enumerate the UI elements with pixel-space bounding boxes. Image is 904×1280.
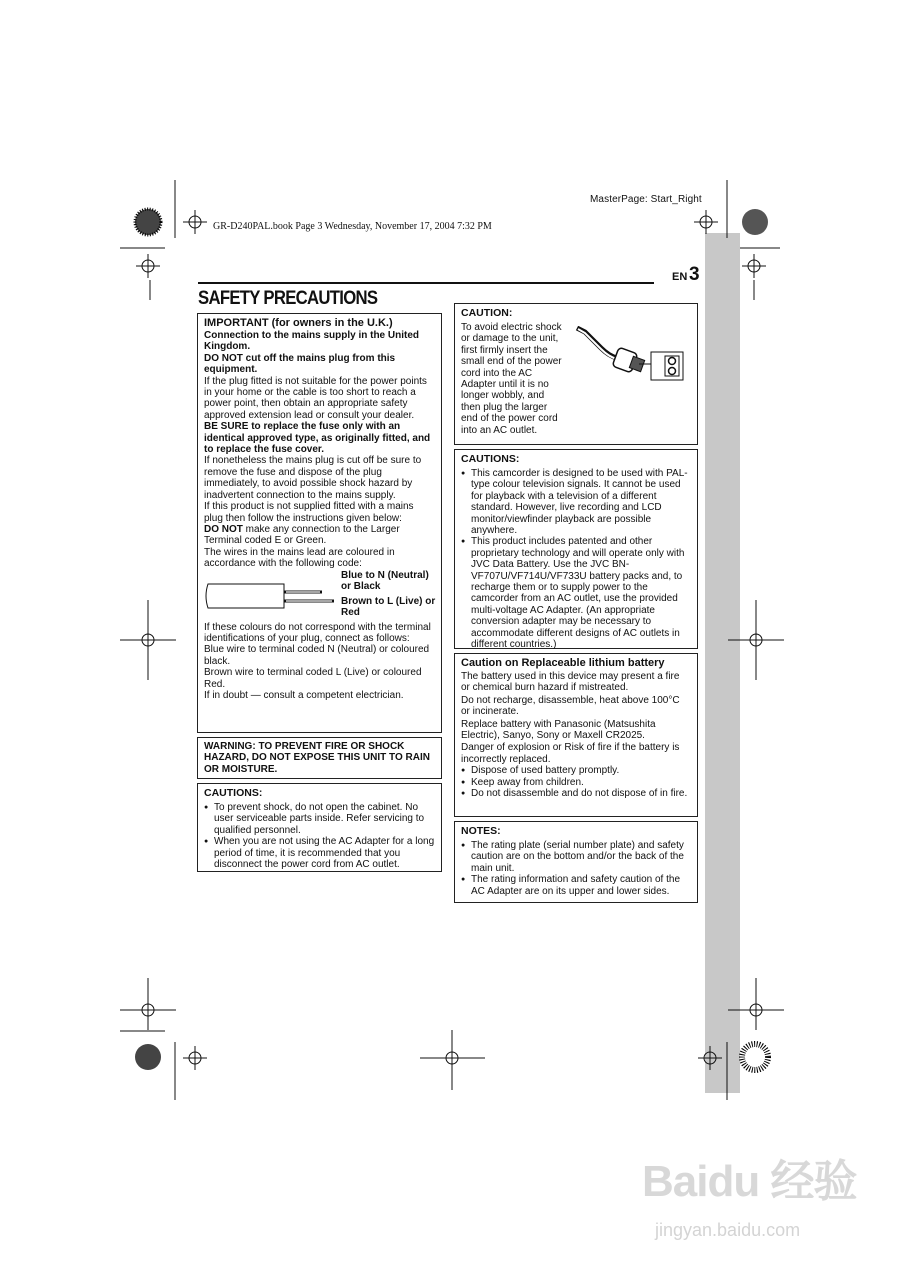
wire-brown-label: Brown to L (Live) or Red — [341, 595, 436, 618]
uk-para-6: If these colours do not correspond with the terminal identifications of your plug, connect as follows: — [204, 621, 431, 644]
list-item: ● This camcorder is designed to be used with PAL-type colour television signals. It cannot be used for playback with a television of a different standard. However, live recording and LCD monitor/viewfinder playback are possible anywhere. — [461, 468, 691, 536]
cautions-right-heading: CAUTIONS: — [461, 453, 520, 465]
uk-para-5: The wires in the mains lead are coloured in accordance with the following code: — [204, 546, 395, 570]
wire-blue-label: Blue to N (Neutral) or Black — [341, 569, 429, 592]
caution-right-box — [454, 303, 698, 445]
lithium-para-4: Danger of explosion or Risk of fire if the battery is incorrectly replaced. — [461, 742, 680, 765]
cautions-left-box — [197, 783, 442, 872]
list-item: ● This product includes patented and other proprietary technology and will operate only with JVC Data Battery. Use the JVC BN-VF707U/VF714U/VF733U battery packs and, to recharge them or to supply power to the camcorder from an AC outlet, use the provided multi-voltage AC Adapter. (An appropriate conversion adapter may be necessary to accommodate different designs of AC outlets in different countries.) — [461, 536, 691, 650]
uk-para-4-rest: make any connection to the Larger Terminal coded E or Green. — [204, 523, 400, 547]
list-item: ● Dispose of used battery promptly. — [461, 765, 691, 776]
header-rule — [198, 282, 654, 284]
page-number: 3 — [689, 264, 700, 285]
page-title: SAFETY PRECAUTIONS — [198, 288, 378, 309]
lithium-battery-box — [454, 653, 698, 817]
notes-list — [461, 840, 691, 897]
uk-para-7: Blue wire to terminal coded N (Neutral) or coloured black. — [204, 644, 430, 667]
side-strip — [705, 233, 740, 1093]
uk-heading: IMPORTANT (for owners in the U.K.) — [204, 317, 393, 329]
cautions-left-list — [204, 802, 435, 870]
warning-box — [197, 737, 442, 779]
uk-bold-1: Connection to the mains supply in the United Kingdom. — [204, 330, 420, 353]
watermark-brand: Baidu 经验 — [642, 1157, 857, 1206]
uk-important-box — [197, 313, 442, 733]
lithium-para-2: Do not recharge, disassemble, heat above 100°C or incinerate. — [461, 694, 680, 718]
uk-para-1: If the plug fitted is not suitable for the power points in your home or the cable is too short to reach a power point, then obtain an appropriate safety approved extension lead or consult your dealer. — [204, 375, 427, 421]
uk-para-9: If in doubt — consult a competent electrician. — [204, 689, 404, 701]
uk-para-4 — [204, 524, 435, 547]
uk-para-8: Brown wire to terminal coded L (Live) or coloured Red. — [204, 667, 422, 690]
cable-illustration — [204, 574, 344, 624]
caution-right-heading: CAUTION: — [461, 307, 513, 319]
list-item: ● The rating plate (serial number plate) and safety caution are on the bottom and/or the back of the main unit. — [461, 840, 691, 874]
language-code: EN — [672, 271, 688, 283]
cautions-left-heading: CAUTIONS: — [204, 787, 263, 799]
watermark-url: jingyan.baidu.com — [655, 1220, 801, 1240]
notes-heading: NOTES: — [461, 825, 501, 837]
warning-text: WARNING: TO PREVENT FIRE OR SHOCK HAZARD, DO NOT EXPOSE THIS UNIT TO RAIN OR MOISTURE. — [204, 741, 430, 775]
power-cord-plug-icon — [575, 326, 687, 406]
wire-diagram — [204, 570, 435, 622]
list-item: ● The rating information and safety caution of the AC Adapter are on its upper and lower sides. — [461, 874, 691, 897]
cautions-right-box — [454, 449, 698, 649]
lithium-para-1: The battery used in this device may present a fire or chemical burn hazard if mistreated. — [461, 671, 680, 694]
lithium-list — [461, 765, 691, 799]
cautions-right-list — [461, 468, 691, 651]
list-item: ● When you are not using the AC Adapter for a long period of time, it is recommended that you disconnect the power cord from AC outlet. — [204, 836, 435, 870]
list-item: ● To prevent shock, do not open the cabinet. No user serviceable parts inside. Refer servicing to qualified personnel. — [204, 802, 435, 836]
lithium-heading: Caution on Replaceable lithium battery — [461, 657, 665, 669]
notes-box — [454, 821, 698, 903]
book-info-line: GR-D240PAL.book Page 3 Wednesday, November 17, 2004 7:32 PM — [213, 221, 492, 232]
uk-para-2: If nonetheless the mains plug is cut off be sure to remove the fuse and dispose of the plug immediately, to avoid possible shock hazard by inadvertent connection to the mains supply. — [204, 455, 422, 501]
uk-do-not: DO NOT — [204, 523, 243, 535]
uk-para-3: If this product is not supplied fitted with a mains plug then follow the instructions given below: — [204, 501, 414, 524]
uk-bold-3: BE SURE to replace the fuse only with an identical approved type, as originally fitted, and to replace the fuse cover. — [204, 421, 431, 456]
masterpage-label: MasterPage: Start_Right — [590, 194, 702, 205]
uk-bold-2: DO NOT cut off the mains plug from this equipment. — [204, 352, 396, 376]
list-item: ● Do not disassemble and do not dispose of in fire. — [461, 788, 691, 799]
lithium-para-3: Replace battery with Panasonic (Matsushita Electric), Sanyo, Sony or Maxell CR2025. — [461, 718, 656, 742]
list-item: ● Keep away from children. — [461, 777, 691, 788]
caution-right-text: To avoid electric shock or damage to the unit, first firmly insert the small end of the power cord into the AC Adapter until it is no longer wobbly, and then plug the larger end of the power cord into an AC outlet. — [461, 322, 562, 436]
